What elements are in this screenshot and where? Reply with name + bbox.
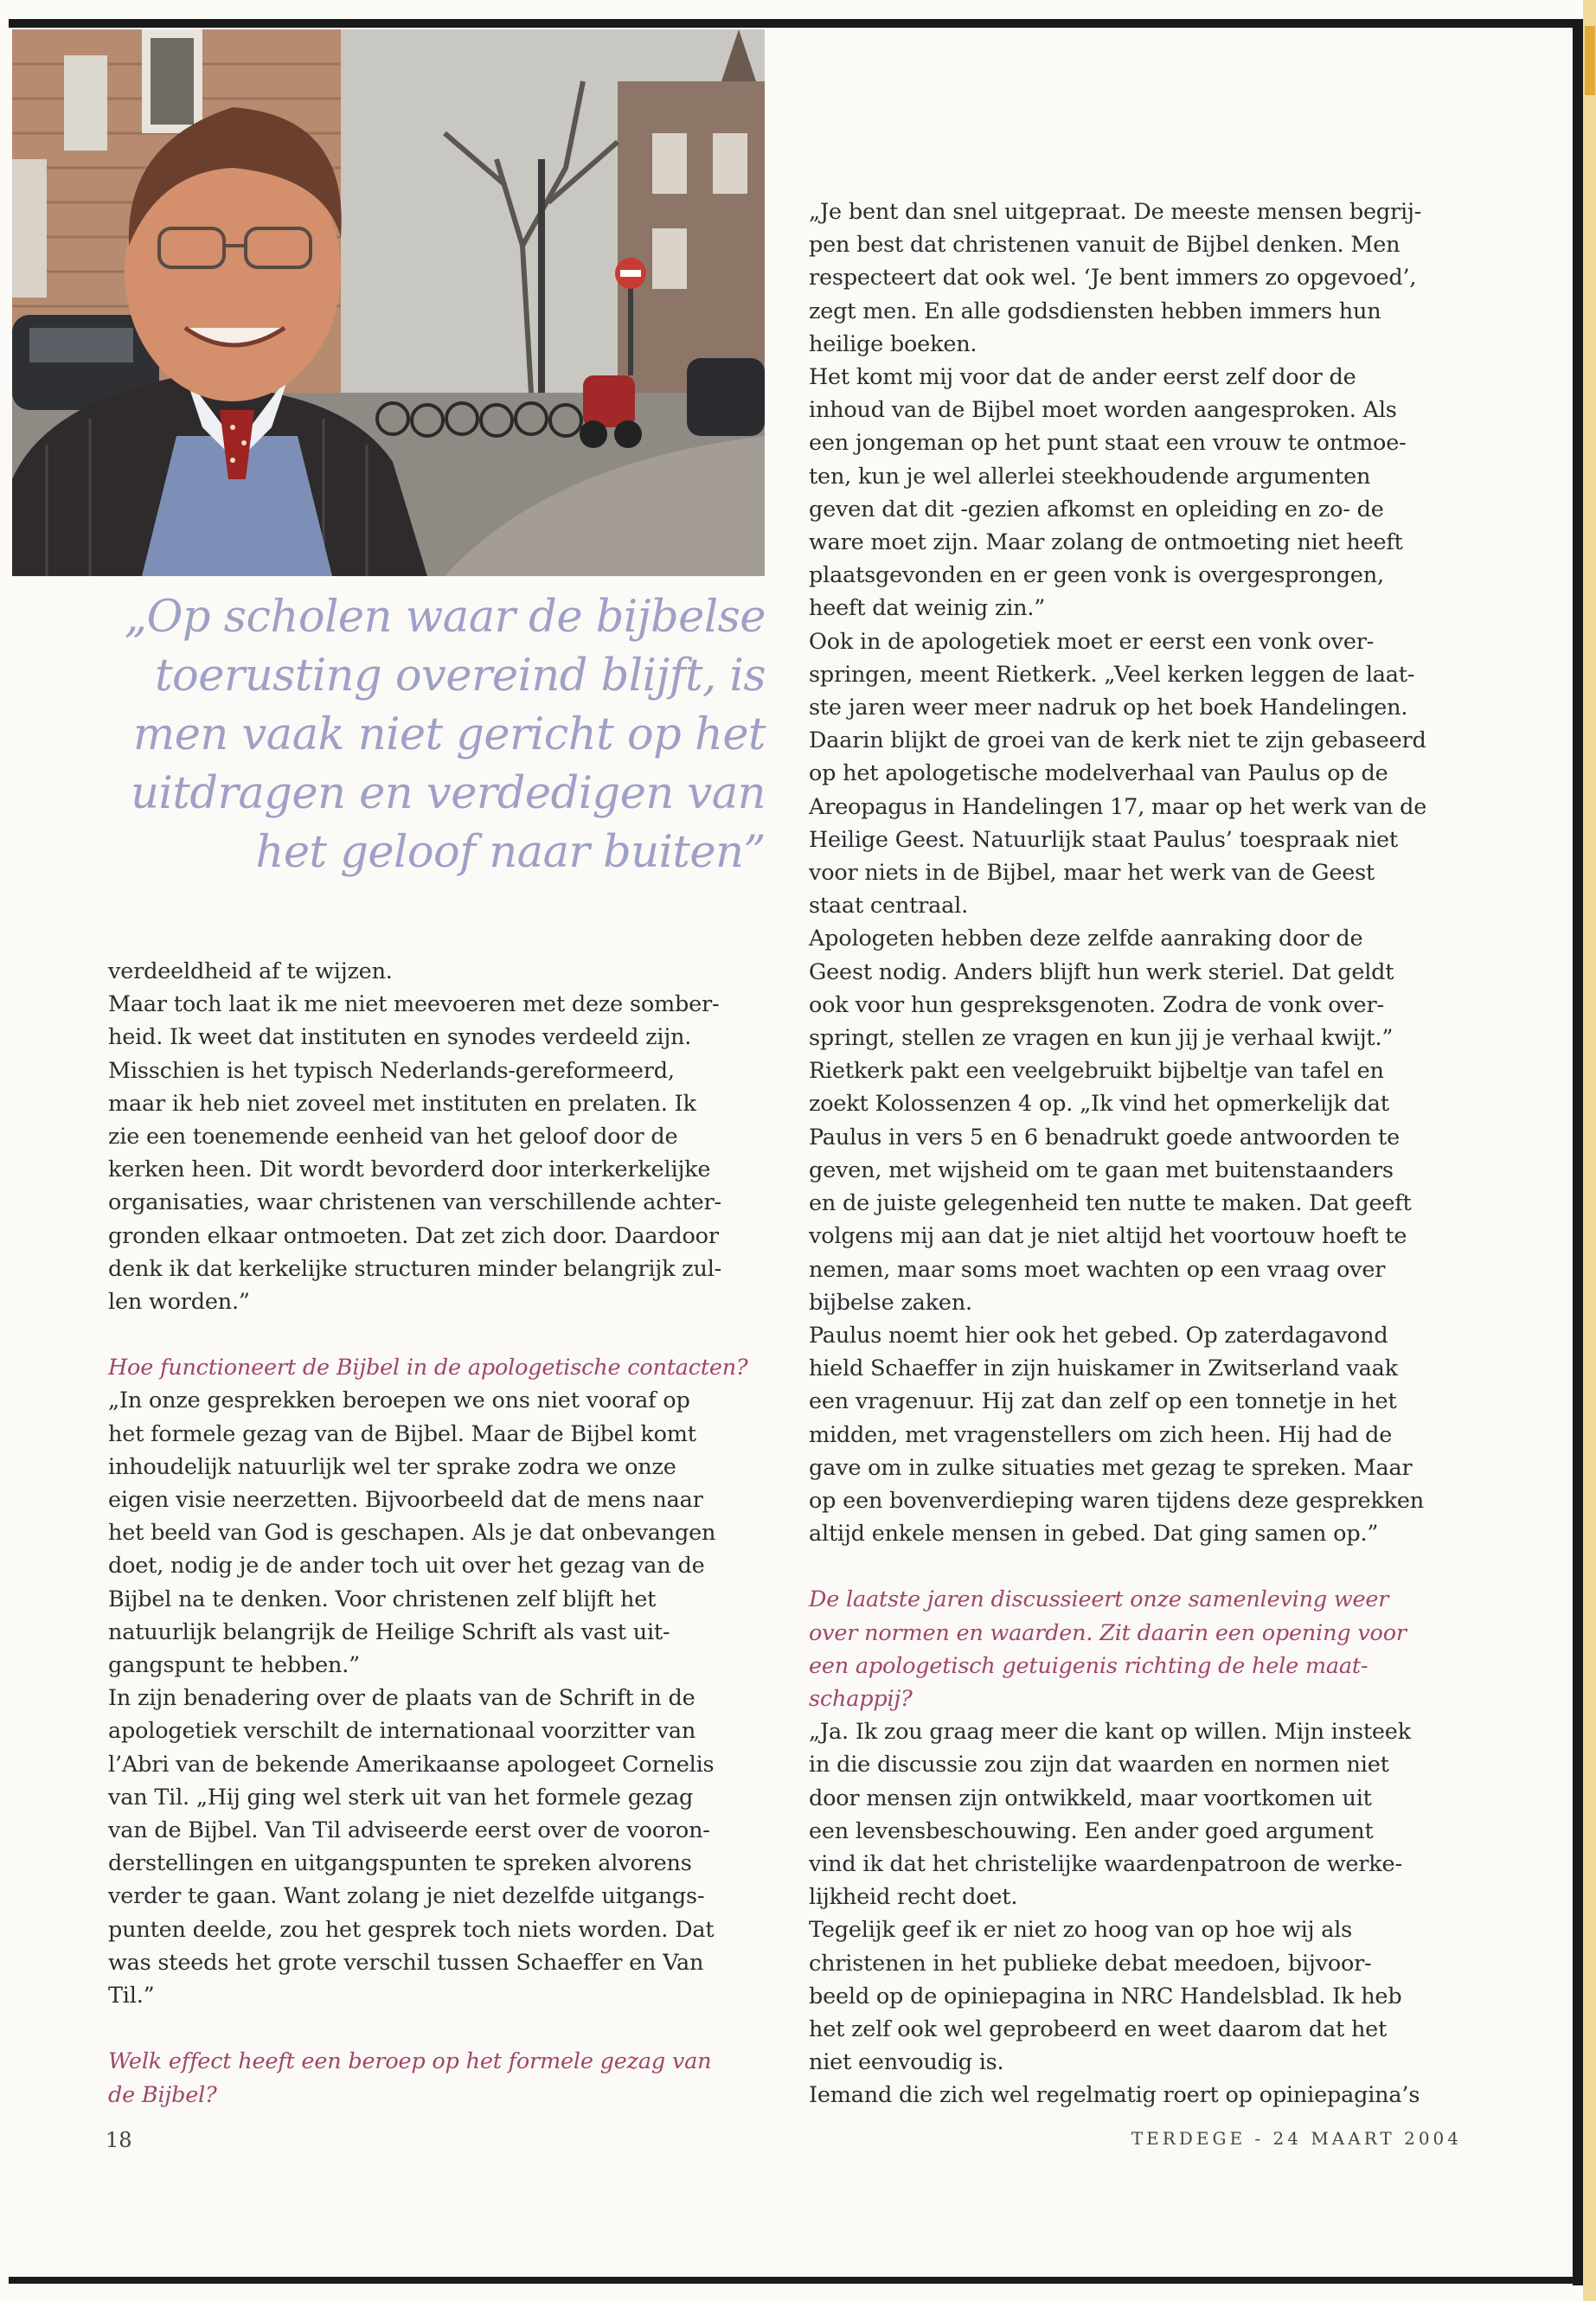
interview-question-1: Hoe functioneert de Bijbel in de apologetische contacten?	[108, 1355, 748, 1381]
right-body-paragraph-1: „Je bent dan snel uitgepraat. De meeste mensen begrij- pen best dat christenen vanuit de Bijbel denken. Men respecteert dat ook wel. ‘Je bent immers zo opgevoed’, zegt men. En alle godsdiensten hebben immers hun heilige boeken. Het komt mij voor dat de ander eerst zelf door de inhoud van de Bijbel moet worden aangesproken. Als een jongeman op het punt staat een vrouw te ontmoe- ten, kun je wel allerlei steekhoudende argumenten geven dat dit -gezien afkomst en opleiding en zo- de ware moet zijn. Maar zolang de ontmoeting niet heeft plaatsgevonden en er geen vonk is overgesprongen, heeft dat weinig zin.” Ook in de apologetiek moet er eerst een vonk over- springen, meent Rietkerk. „Veel kerken leggen de laat- ste jaren weer meer nadruk op het boek Handelingen. Daarin blijkt de groei van de kerk niet te zijn gebaseerd op het apologetische modelverhaal van Paulus op de Areopagus in Handelingen 17, maar op het werk van de Heilige Geest. Natuurlijk staat Paulus’ toespraak niet voor niets in de Bijbel, maar het werk van de Geest staat centraal. Apologeten hebben deze zelfde aanraking door de Geest nodig. Anders blijft hun werk steriel. Dat geldt ook voor hun gespreksgenoten. Zodra de vonk over- springt, stellen ze vragen en kun jij je verhaal kwijt.” Rietkerk pakt een veelgebruikt bijbeltje van tafel en zoekt Kolossenzen 4 op. „Ik vind het opmerkelijk dat Paulus in vers 5 en 6 benadrukt goede antwoorden te geven, met wijsheid om te gaan met buitenstaanders en de juiste gelegenheid ten nutte te maken. Dat geeft volgens mij aan dat je niet altijd het voortouw hoeft te nemen, maar soms moet wachten op een vraag over bijbelse zaken. Paulus noemt hier ook het gebed. Op zaterdagavond hield Schaeffer in zijn huiskamer in Zwitserland vaak een vragenuur. Hij zat dan zelf op een tonnetje in het midden, met vragenstellers om zich heen. Hij had de gave om in zulke situaties met gezag te spreken. Maar op een bovenverdieping waren tijdens deze gesprekken altijd enkele mensen in gebed. Dat ging samen op.”	[809, 199, 1427, 1548]
scan-border-top	[9, 19, 1574, 28]
magazine-issue-date: TERDEGE - 24 MAART 2004	[1131, 2128, 1462, 2149]
left-body-paragraph-2: „In onze gesprekken beroepen we ons niet vooraf op het formele gezag van de Bijbel. Maar de Bijbel komt inhoudelijk natuurlijk wel ter sprake zodra we onze eigen visie neerzetten. Bijvoorbeeld dat de mens naar het beeld van God is geschapen. Als je dat onbevangen doet, nodig je de ander toch uit over het gezag van de Bijbel na te denken. Voor christenen zelf blijft het natuurlijk belangrijk de Heilige Schrift als vast uit- gangspunt te hebben.” In zijn benadering over de plaats van de Schrift in de apologetiek verschilt de internationaal voorzitter van l’Abri van de bekende Amerikaanse apologeet Cornelis van Til. „Hij ging wel sterk uit van het formele gezag van de Bijbel. Van Til adviseerde eerst over de vooron- derstellingen en uitgangspunten te spreken alvorens verder te gaan. Want zolang je niet dezelfde uitgangs- punten deelde, zou het gesprek toch niets worden. Dat was steeds het grote verschil tussen Schaeffer en Van Til.”	[108, 1388, 716, 2009]
scan-margin-mark	[1585, 26, 1595, 95]
right-text-column	[809, 195, 1466, 2112]
scan-margin-strip	[1583, 0, 1596, 2301]
right-body-paragraph-2: „Ja. Ik zou graag meer die kant op willen. Mijn insteek in die discussie zou zijn dat waarden en normen niet door mensen zijn ontwikkeld, maar voortkomen uit een levensbeschouwing. Een ander goed argument vind ik dat het christelijke waardenpatroon de werke- lijkheid recht doet. Tegelijk geef ik er niet zo hoog van op hoe wij als christenen in het publieke debat meedoen, bijvoor- beeld op de opiniepagina in NRC Handelsblad. Ik heb het zelf ook wel geprobeerd en weet daarom dat het niet eenvoudig is. Iemand die zich wel regelmatig roert op opiniepagina’s	[809, 1719, 1420, 2109]
scan-border-bottom	[9, 2277, 1583, 2284]
page-number: 18	[106, 2128, 132, 2152]
scan-border-right	[1573, 19, 1583, 2285]
interview-question-3: De laatste jaren discussieert onze samenleving weer over normen en waarden. Zit daarin een opening voor een apologetisch getuigenis richting de hele maat- schappij?	[809, 1586, 1407, 1712]
left-body-paragraph-1: verdeeldheid af te wijzen. Maar toch laat ik me niet meevoeren met deze somber- heid. Ik weet dat instituten en synodes verdeeld zijn. Misschien is het typisch Nederlands-gereformeerd, maar ik heb niet zoveel met instituten en prelaten. Ik zie een toenemende eenheid van het geloof door de kerken heen. Dit wordt bevorderd door interkerkelijke organisaties, waar christenen van verschillende achter- gronden elkaar ontmoeten. Dat zet zich door. Daardoor denk ik dat kerkelijke structuren minder belangrijk zul- len worden.”	[108, 958, 722, 1316]
left-text-column	[108, 955, 774, 2112]
interview-question-2: Welk effect heeft een beroep op het formele gezag van de Bijbel?	[108, 2048, 712, 2108]
pull-quote: „Op scholen waar de bijbelse toerusting overeind blijft, is men vaak niet gericht op het uitdragen en verdedigen van het geloof naar buiten”	[124, 592, 766, 878]
portrait-photo	[12, 29, 765, 576]
